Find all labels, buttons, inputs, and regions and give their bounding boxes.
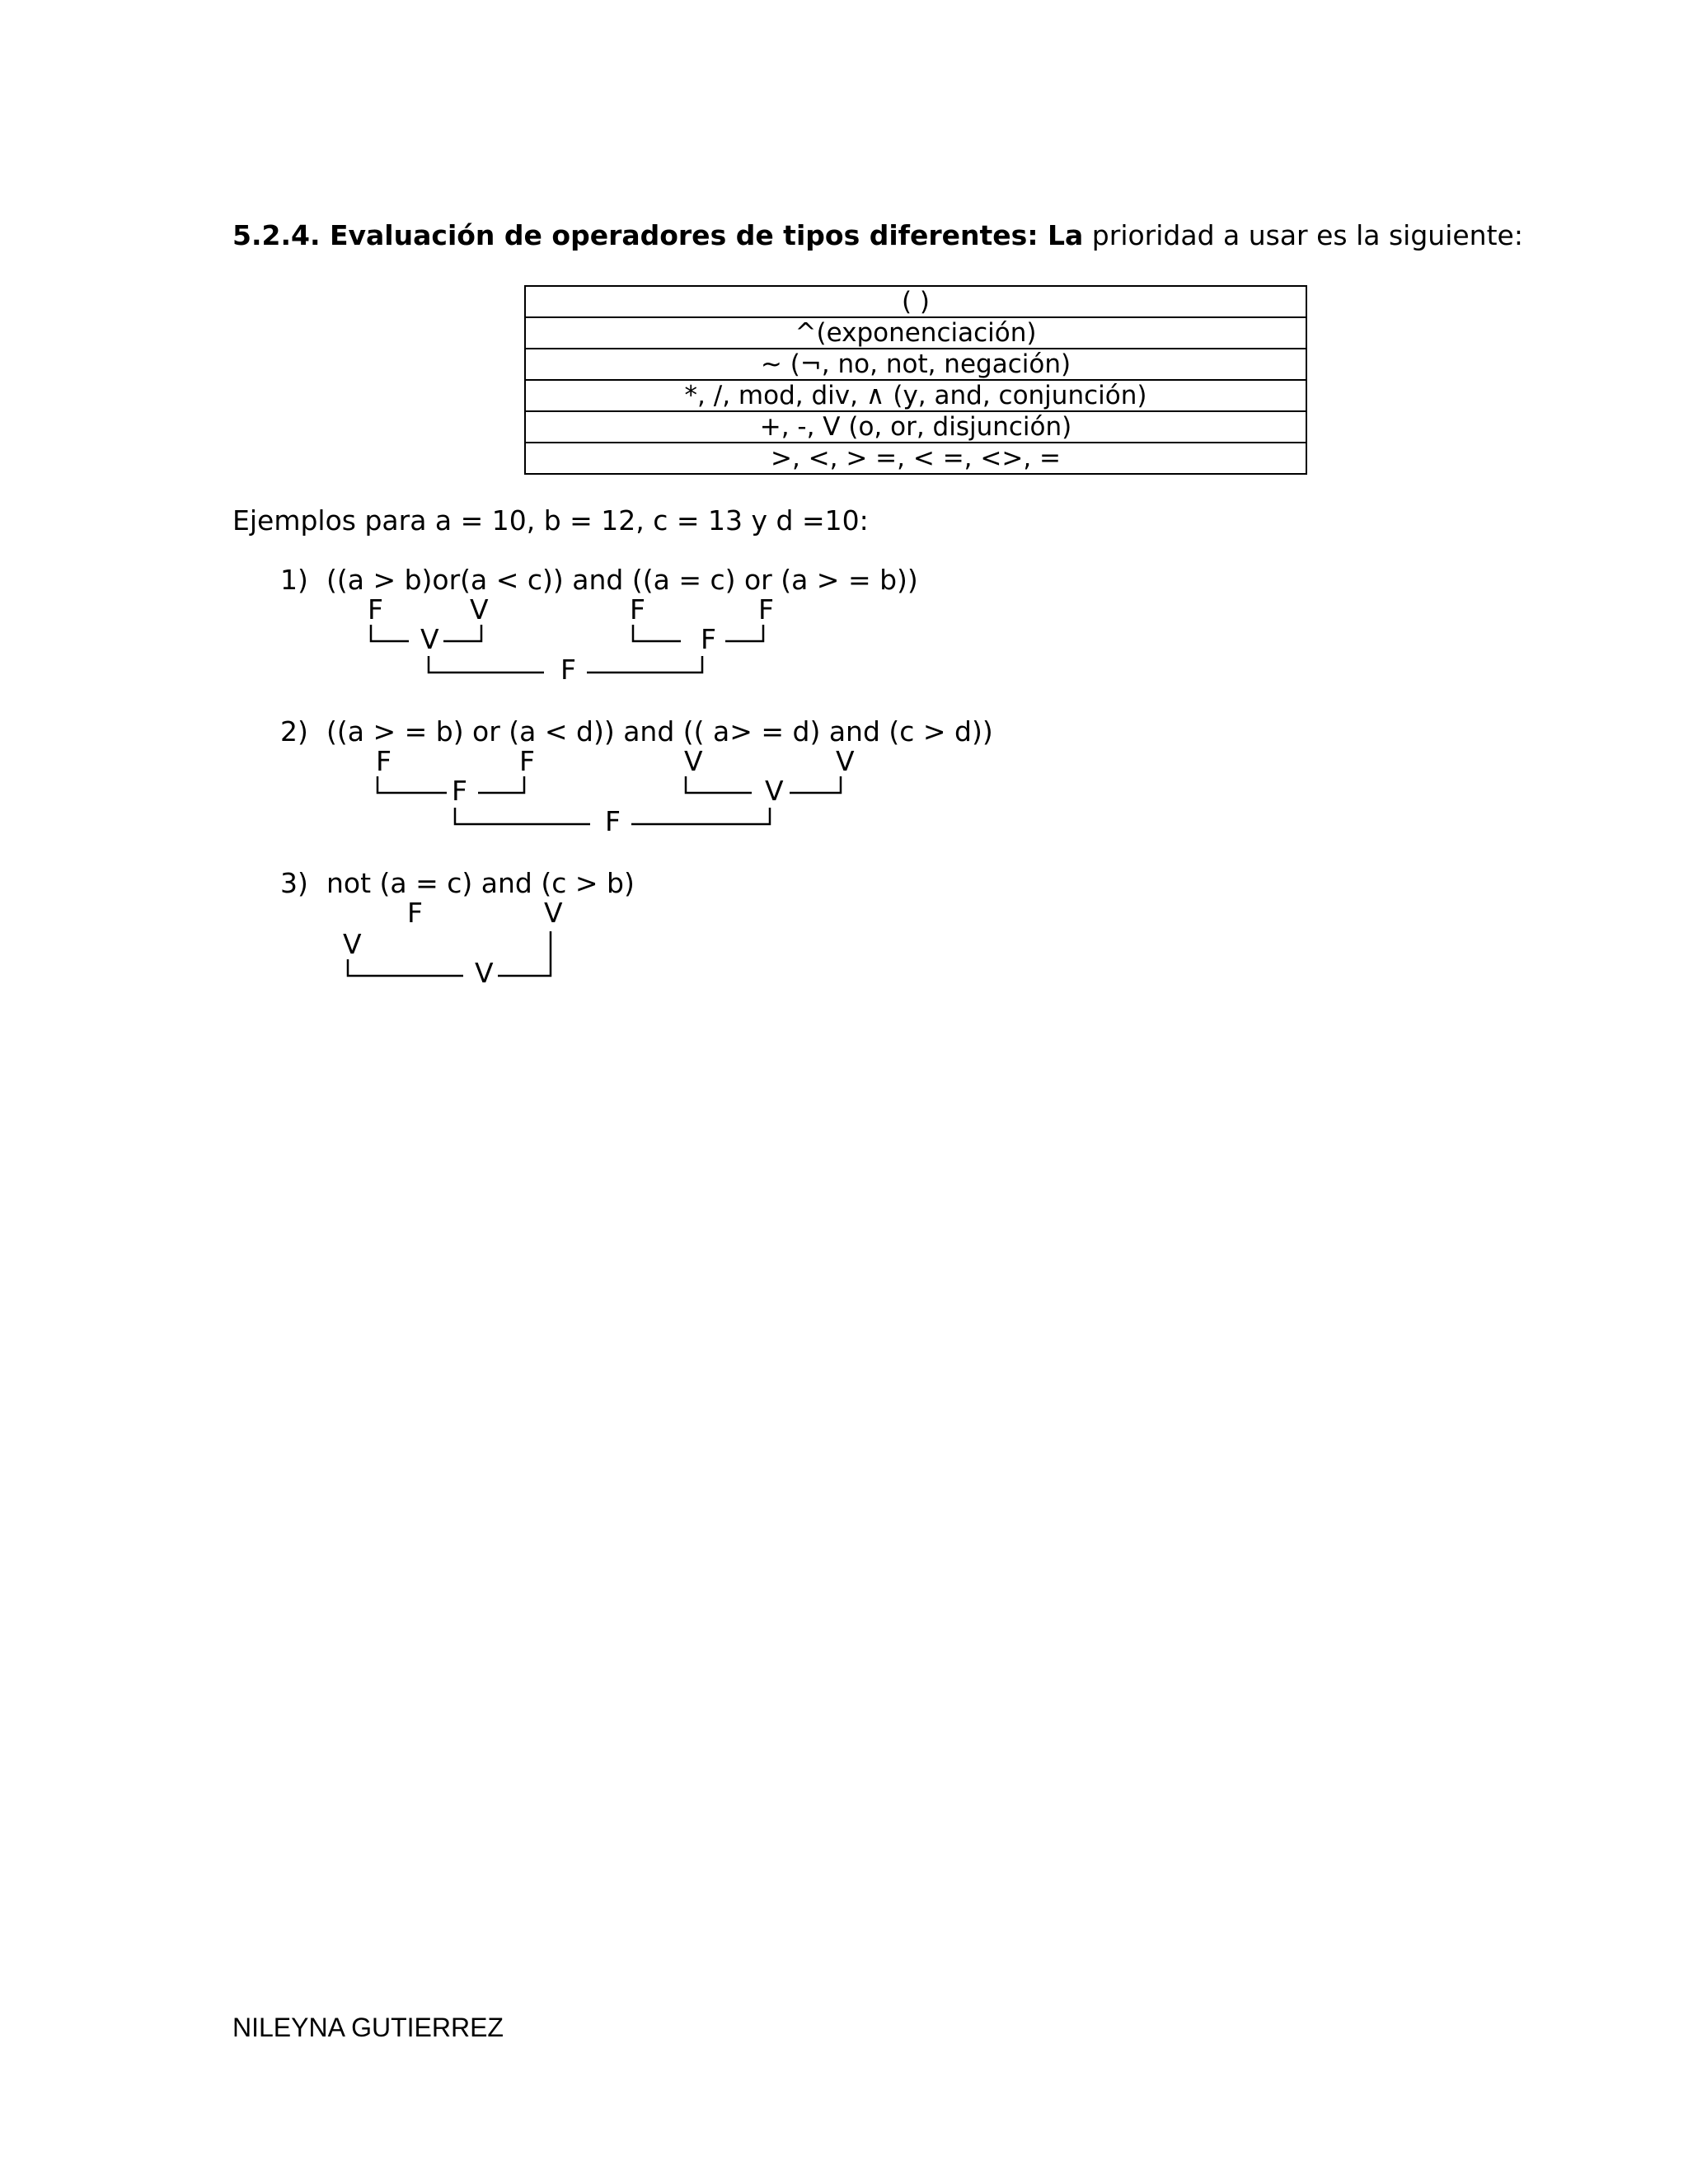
truth-value: V <box>684 745 703 777</box>
example-expression: ((a > b)or(a < c)) and ((a = c) or (a > = b)) <box>326 564 918 596</box>
bracket-line <box>478 776 524 793</box>
example-number: 3) <box>280 867 308 899</box>
truth-value: F <box>758 593 774 626</box>
truth-value: F <box>368 593 383 626</box>
bracket-line <box>631 808 770 824</box>
truth-value: V <box>470 593 489 626</box>
partial-value: F <box>452 775 467 807</box>
result-value: F <box>605 805 621 837</box>
bracket-line <box>348 959 463 976</box>
bracket-line <box>377 776 447 793</box>
table-cell: ~ (¬, no, not, negación) <box>525 349 1306 380</box>
truth-value: V <box>544 897 563 929</box>
table-cell: ( ) <box>525 286 1306 317</box>
bracket-line <box>686 776 752 793</box>
truth-value: V <box>836 745 855 777</box>
example-expression: not (a = c) and (c > b) <box>326 867 635 899</box>
bracket-line <box>633 625 681 641</box>
table-cell: >, <, > =, < =, <>, = <box>525 443 1306 474</box>
truth-value: F <box>407 897 423 929</box>
bracket-line <box>455 808 590 824</box>
bracket-line <box>371 625 409 641</box>
example-number: 1) <box>280 564 308 596</box>
partial-value: F <box>701 623 716 655</box>
examples-intro: Ejemplos para a = 10, b = 12, c = 13 y d =10: <box>232 504 869 537</box>
truth-value: F <box>630 593 645 626</box>
bracket-line <box>443 625 481 641</box>
section-heading-text: prioridad a usar es la siguiente: <box>1083 219 1523 251</box>
result-value: F <box>560 654 576 686</box>
bracket-line <box>790 776 841 793</box>
partial-value: V <box>765 775 784 807</box>
bracket-line <box>498 931 551 976</box>
bracket-line <box>725 625 763 641</box>
partial-value: V <box>420 623 439 655</box>
table-cell: *, /, mod, div, ∧ (y, and, conjunción) <box>525 380 1306 411</box>
example-expression: ((a > = b) or (a < d)) and (( a> = d) and (c > d)) <box>326 715 993 748</box>
truth-value: F <box>519 745 535 777</box>
bracket-line <box>429 656 544 673</box>
partial-value: V <box>343 928 362 960</box>
table-cell: ^(exponenciación) <box>525 317 1306 349</box>
section-heading-bold: 5.2.4. Evaluación de operadores de tipos diferentes: La <box>232 219 1084 251</box>
example-number: 2) <box>280 715 308 748</box>
table-cell: +, -, V (o, or, disjunción) <box>525 411 1306 443</box>
author-footer: NILEYNA GUTIERREZ <box>232 2013 504 2042</box>
result-value: V <box>475 957 494 989</box>
truth-value: F <box>376 745 392 777</box>
bracket-line <box>587 656 702 673</box>
